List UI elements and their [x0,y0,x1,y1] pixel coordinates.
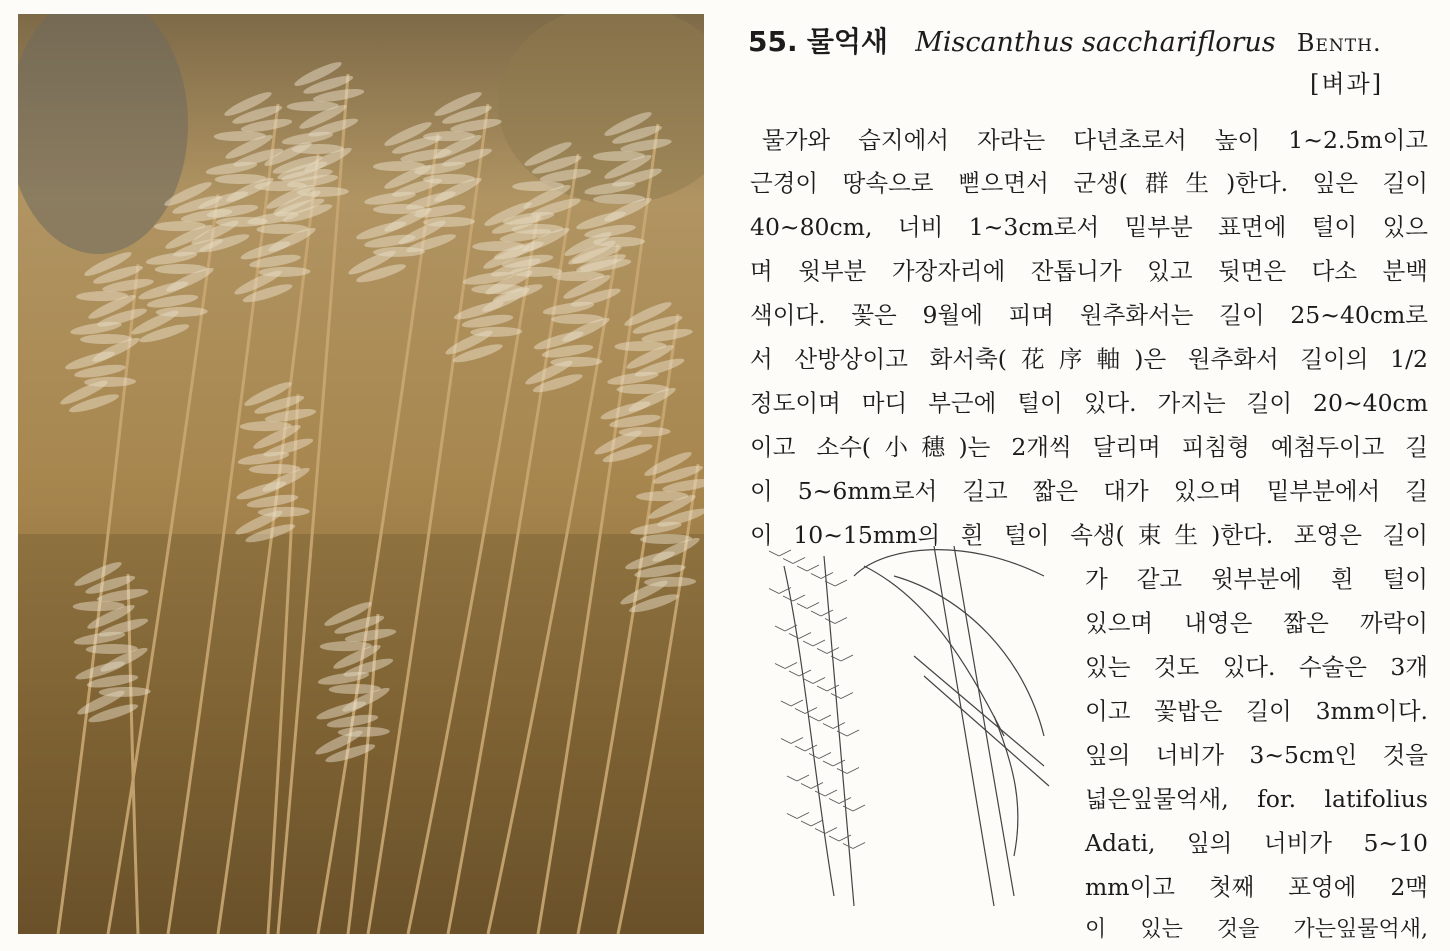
body-line: 이고 소수(小穗)는 2개씩 달리며 피침형 예첨두이고 길 [750,433,1428,461]
body-line: 있으며 내영은 짧은 까락이 [1085,609,1428,637]
body-line: 근경이 땅속으로 뻗으면서 군생(群生)한다. 잎은 길이 [750,169,1428,197]
body-line: 이 있는 것을 가는잎물억새, [1085,917,1428,942]
species-number: 55. [748,25,798,58]
body-line: 며 윗부분 가장자리에 잔톱니가 있고 뒷면은 다소 분백 [750,257,1428,285]
body-line: 40~80cm, 너비 1~3cm로서 밑부분 표면에 털이 있으 [750,213,1428,241]
body-line: 넓은잎물억새, for. latifolius [1085,785,1428,813]
body-line: 정도이며 마디 부근에 털이 있다. 가지는 길이 20~40cm [750,389,1428,417]
body-line: 물가와 습지에서 자라는 다년초로서 높이 1~2.5m이고 [762,126,1428,154]
body-line: mm이고 첫째 포영에 2맥 [1085,873,1428,901]
author-name: Benth. [1296,29,1382,57]
family-label: [벼과] [1310,70,1384,98]
body-line: 이고 꽃밥은 길이 3mm이다. [1085,697,1428,725]
korean-name: 물억새 [806,25,888,58]
scientific-name: Miscanthus sacchariflorus [915,27,1276,58]
body-line: 서 산방상이고 화서축(花序軸)은 원추화서 길이의 1/2 [750,345,1428,373]
body-line: Adati, 잎의 너비가 5~10 [1085,829,1428,857]
body-line: 이 10~15mm의 흰 털이 속생(束生)한다. 포영은 길이 [750,521,1428,549]
plant-photo [18,14,704,934]
body-line: 가 같고 윗부분에 흰 털이 [1085,565,1428,593]
body-line: 잎의 너비가 3~5cm인 것을 [1085,741,1428,769]
body-line: 색이다. 꽃은 9월에 피며 원추화서는 길이 25~40cm로 [750,301,1428,329]
body-line: 이 5~6mm로서 길고 짧은 대가 있으며 밑부분에서 길 [750,477,1428,505]
body-line: 있는 것도 있다. 수술은 3개 [1085,653,1428,681]
species-heading [748,20,1428,60]
plant-illustration [764,536,1064,916]
